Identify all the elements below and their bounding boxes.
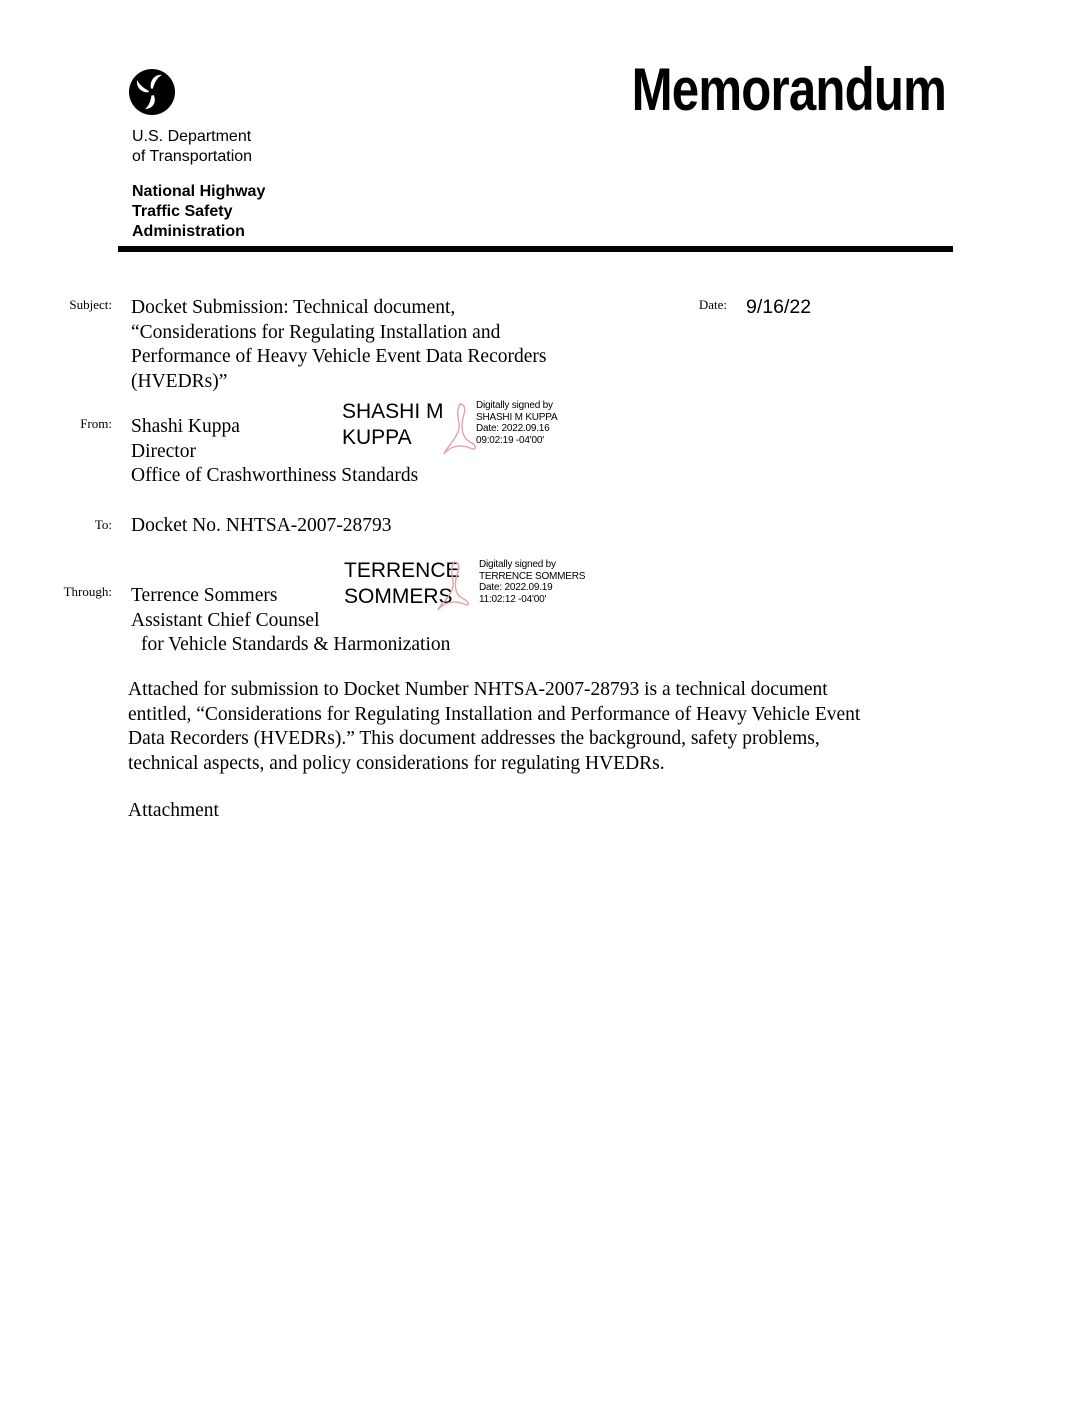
signature-detail-line: Digitally signed by	[476, 400, 553, 411]
from-label: From:	[80, 416, 112, 431]
through-line: Terrence Sommers	[131, 585, 278, 606]
from-line: Shashi Kuppa	[131, 416, 240, 437]
agency-name	[132, 182, 265, 242]
signature-detail-line: Date: 2022.09.16	[476, 423, 550, 434]
body-paragraph	[128, 678, 948, 776]
signature-detail-line: Date: 2022.09.19	[479, 582, 553, 593]
through-line: Assistant Chief Counsel	[131, 609, 320, 631]
department-name	[132, 127, 252, 167]
body-line: entitled, “Considerations for Regulating Installation and Performance of Heavy Vehicle Event	[128, 703, 861, 725]
through-line: for Vehicle Standards & Harmonization	[141, 634, 451, 655]
to-label: To:	[94, 517, 112, 532]
through-label: Through:	[63, 584, 112, 599]
signature-detail-line: 09:02:19 -04'00'	[476, 434, 544, 446]
body-line: technical aspects, and policy considerations for regulating HVEDRs.	[128, 752, 665, 774]
signature-name-line: SHASHI M	[342, 400, 444, 423]
from-line: Director	[131, 440, 196, 462]
signature-detail-line: 11:02:12 -04'00'	[479, 593, 547, 605]
signature-detail-line: Digitally signed by	[479, 559, 556, 570]
subject-line: (HVEDRs)”	[131, 370, 228, 392]
body-line: Attached for submission to Docket Number NHTSA-2007-28793 is a technical document	[128, 679, 828, 700]
from-line: Office of Crashworthiness Standards	[131, 465, 419, 486]
memo-title: Memorandum	[631, 56, 946, 123]
subject-text	[131, 296, 546, 394]
body-line: Data Recorders (HVEDRs).” This document addresses the background, safety problems,	[128, 728, 820, 749]
signature-name-line: KUPPA	[342, 426, 412, 449]
subject-line: Docket Submission: Technical document,	[131, 297, 456, 318]
department-line: of Transportation	[132, 148, 253, 165]
signature-details	[479, 559, 585, 605]
attachment-note: Attachment	[128, 800, 219, 821]
subject-line: “Considerations for Regulating Installation and	[131, 321, 501, 343]
dot-logo-icon	[128, 68, 176, 116]
to-value: Docket No. NHTSA-2007-28793	[131, 515, 392, 536]
signature-name-line: TERRENCE	[344, 559, 460, 582]
subject-line: Performance of Heavy Vehicle Event Data Recorders	[131, 346, 547, 367]
signature-details	[476, 400, 557, 446]
agency-line: Administration	[132, 223, 245, 240]
header-divider	[118, 246, 953, 252]
date-label: Date:	[698, 297, 727, 312]
date-value: 9/16/22	[746, 296, 812, 318]
signature-detail-line: SHASHI M KUPPA	[476, 411, 558, 423]
department-line: U.S. Department	[132, 128, 252, 145]
subject-label: Subject:	[69, 297, 112, 312]
signature-name[interactable]	[342, 399, 444, 451]
agency-line: National Highway	[132, 183, 266, 200]
agency-line: Traffic Safety	[132, 203, 233, 220]
signature-detail-line: TERRENCE SOMMERS	[479, 570, 586, 582]
signature-name-line: SOMMERS	[344, 585, 453, 608]
digital-signature-mark-icon	[432, 560, 474, 614]
